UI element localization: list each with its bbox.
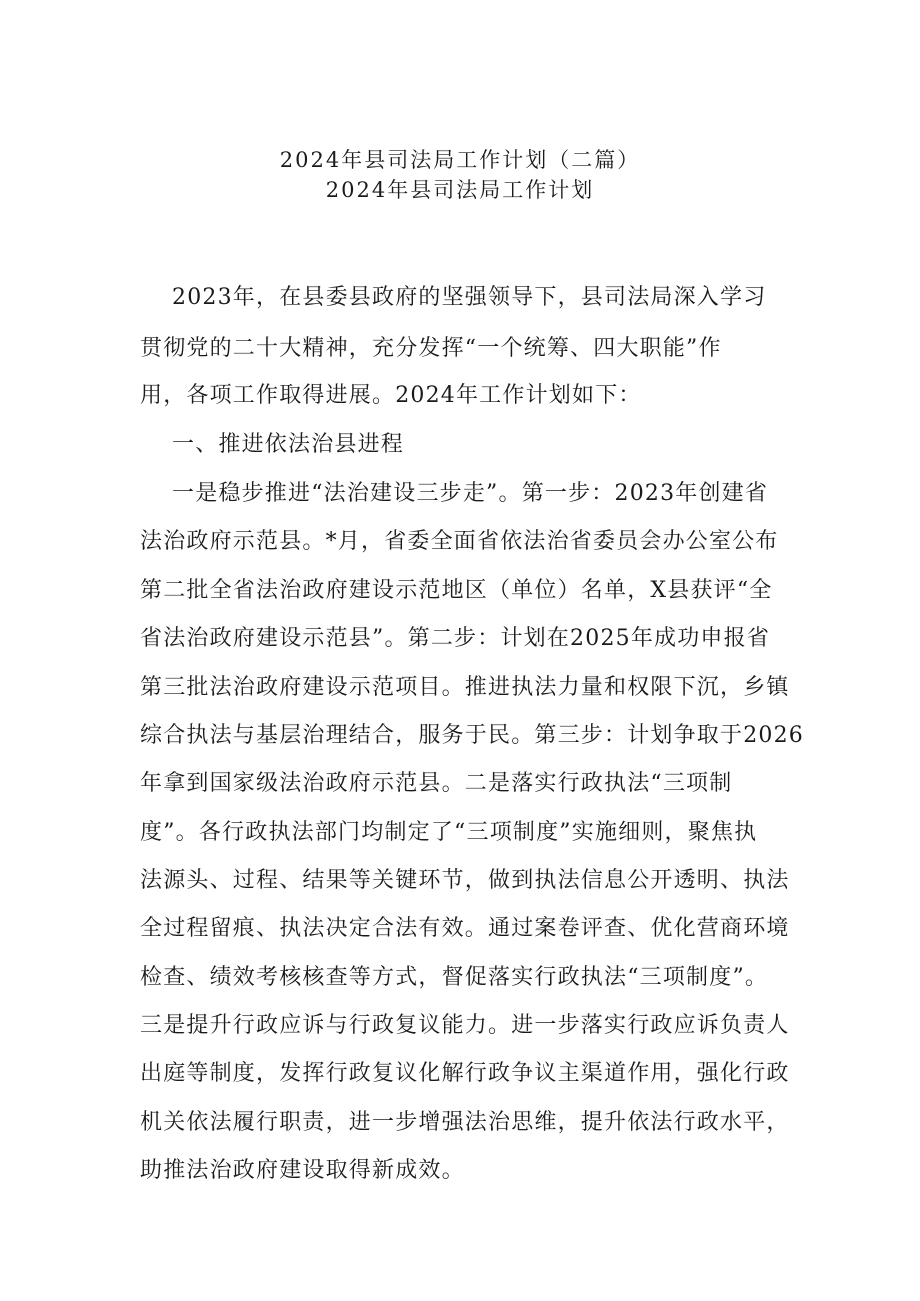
body-line: 机关依法履行职责，进一步增强法治思维，提升依法行政水平， — [140, 1110, 790, 1135]
body-line: 检查、绩效考核核查等方式，督促落实行政执法“三项制度”。 — [140, 965, 769, 990]
body-line: 度”。各行政执法部门均制定了“三项制度”实施细则，聚焦执 — [140, 820, 758, 845]
body-line: 省法治政府建设示范县”。第二步：计划在2025年成功申报省 — [140, 626, 771, 651]
body-line: 用，各项工作取得进展。2024年工作计划如下： — [140, 383, 642, 408]
body-line: 一是稳步推进“法治建设三步走”。第一步：2023年创建省 — [172, 481, 769, 506]
document-title — [0, 145, 920, 205]
body-line: 年拿到国家级法治政府示范县。二是落实行政执法“三项制 — [140, 771, 733, 796]
body-line: 贯彻党的二十大精神，充分发挥“一个统筹、四大职能”作 — [140, 336, 722, 361]
body-line: 三是提升行政应诉与行政复议能力。进一步落实行政应诉负责人 — [140, 1013, 790, 1038]
title-line-2: 2024年县司法局工作计划 — [325, 178, 595, 202]
section-heading: 一、推进依法治县进程 — [172, 432, 405, 457]
body-line: 法源头、过程、结果等关键环节，做到执法信息公开透明、执法 — [140, 868, 790, 893]
body-line: 助推法治政府建设取得新成效。 — [140, 1158, 465, 1183]
body-line: 综合执法与基层治理结合，服务于民。第三步：计划争取于2026 — [140, 723, 804, 748]
body-line: 2023年，在县委县政府的坚强领导下，县司法局深入学习 — [172, 285, 767, 310]
body-line: 第三批法治政府建设示范项目。推进执法力量和权限下沉，乡镇 — [140, 675, 790, 700]
body-line: 法治政府示范县。*月，省委全面省依法治省委员会办公室公布 — [140, 529, 779, 554]
body-line: 全过程留痕、执法决定合法有效。通过案卷评查、优化营商环境 — [140, 916, 790, 941]
body-line: 出庭等制度，发挥行政复议化解行政争议主渠道作用，强化行政 — [140, 1061, 790, 1086]
title-line-1: 2024年县司法局工作计划（二篇） — [279, 148, 641, 172]
body-line: 第二批全省法治政府建设示范地区（单位）名单，X县获评“全 — [140, 578, 773, 603]
